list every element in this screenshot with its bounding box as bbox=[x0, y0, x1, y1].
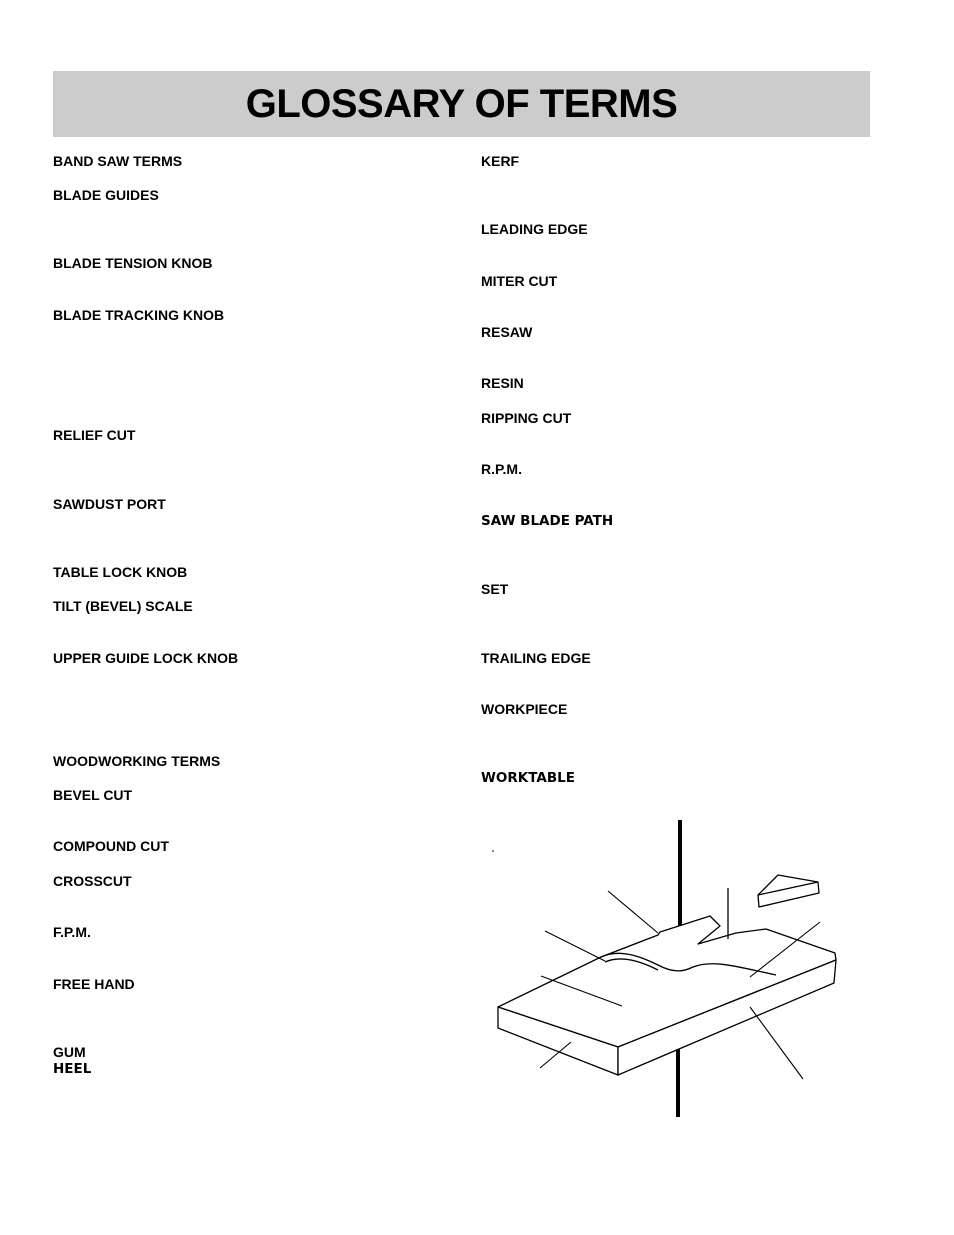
term-workpiece: WORKPIECE bbox=[481, 701, 568, 717]
term-table-lock-knob: TABLE LOCK KNOB bbox=[53, 564, 188, 580]
term-band-saw-terms: BAND SAW TERMS bbox=[53, 153, 183, 169]
term-ripping-cut: RIPPING CUT bbox=[481, 410, 572, 426]
term-kerf: KERF bbox=[481, 153, 520, 169]
term-sawdust-port: SAWDUST PORT bbox=[53, 496, 166, 512]
title-banner bbox=[53, 71, 870, 137]
cutoff-wedge bbox=[758, 875, 819, 907]
term-relief-cut: RELIEF CUT bbox=[53, 427, 136, 443]
stray-dot bbox=[492, 850, 494, 852]
term-fpm: F.P.M. bbox=[53, 924, 91, 940]
term-worktable: WORKTABLE bbox=[481, 770, 575, 786]
term-blade-guides: BLADE GUIDES bbox=[53, 187, 159, 203]
term-woodworking-terms: WOODWORKING TERMS bbox=[53, 753, 221, 769]
term-blade-tension-knob: BLADE TENSION KNOB bbox=[53, 255, 213, 271]
term-set: SET bbox=[481, 581, 509, 597]
term-compound-cut: COMPOUND CUT bbox=[53, 838, 169, 854]
term-blade-tracking-knob: BLADE TRACKING KNOB bbox=[53, 307, 225, 323]
band-saw-cut-illustration bbox=[488, 815, 848, 1120]
term-trailing-edge: TRAILING EDGE bbox=[481, 650, 591, 666]
term-tilt-bevel-scale: TILT (BEVEL) SCALE bbox=[53, 598, 193, 614]
term-rpm: R.P.M. bbox=[481, 461, 522, 477]
term-free-hand: FREE HAND bbox=[53, 976, 135, 992]
page-title: GLOSSARY OF TERMS bbox=[245, 81, 678, 126]
term-resin: RESIN bbox=[481, 375, 524, 391]
term-crosscut: CROSSCUT bbox=[53, 873, 132, 889]
term-heel: HEEL bbox=[53, 1061, 92, 1077]
term-bevel-cut: BEVEL CUT bbox=[53, 787, 133, 803]
term-miter-cut: MITER CUT bbox=[481, 273, 558, 289]
term-leading-edge: LEADING EDGE bbox=[481, 221, 588, 237]
term-gum: GUM bbox=[53, 1044, 86, 1060]
term-resaw: RESAW bbox=[481, 324, 533, 340]
term-saw-blade-path: SAW BLADE PATH bbox=[481, 513, 614, 529]
term-upper-guide-lock-knob: UPPER GUIDE LOCK KNOB bbox=[53, 650, 239, 666]
